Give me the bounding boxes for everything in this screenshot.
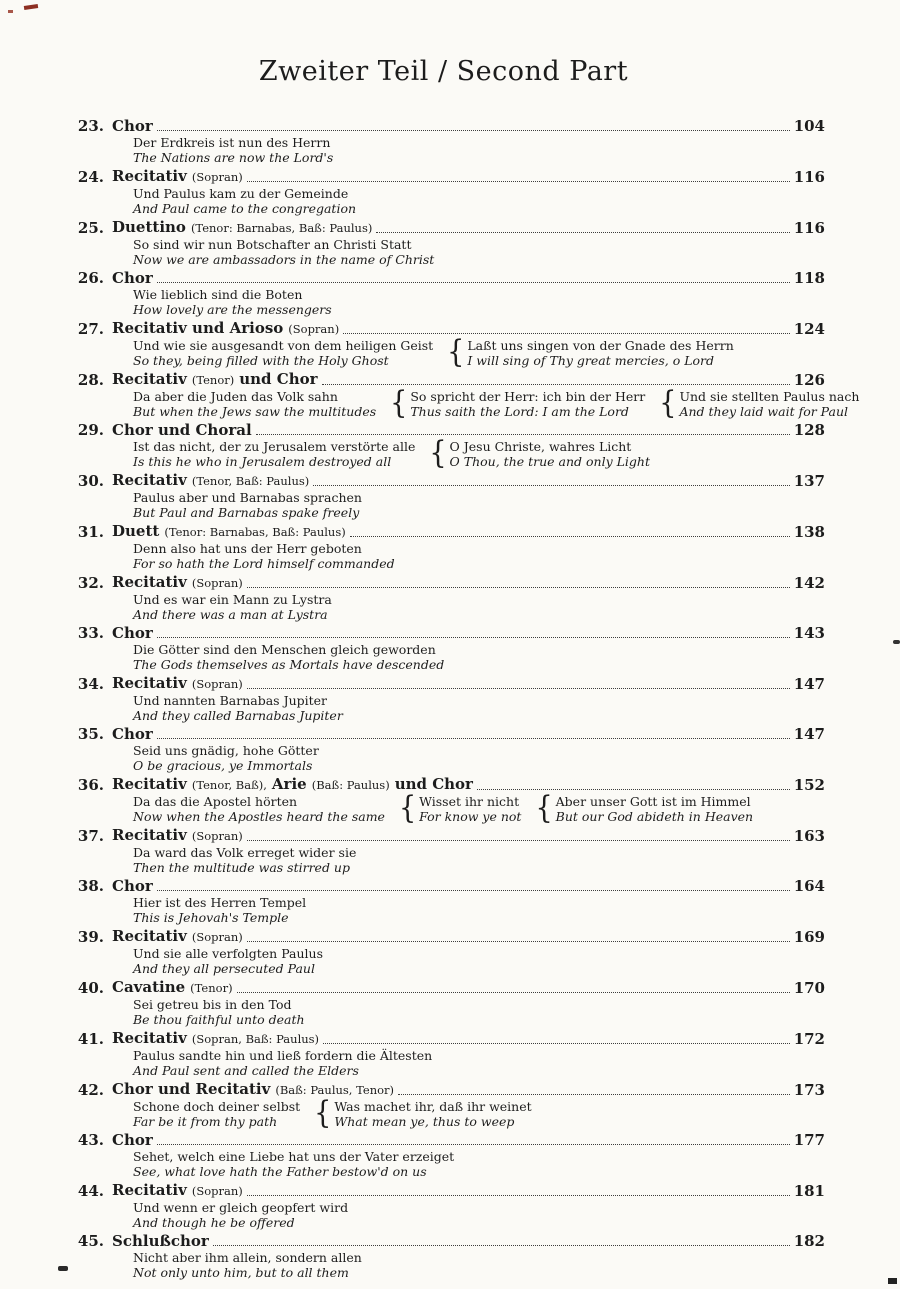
entry-title: Recitativ (Sopran) [112, 573, 243, 591]
entry-title: Recitativ (Sopran) [112, 167, 243, 185]
incipit [133, 136, 333, 165]
incipit-german: Wie lieblich sind die Boten [133, 287, 303, 302]
incipit [133, 491, 362, 520]
incipit-alt [390, 385, 646, 422]
incipit-alt [447, 334, 734, 371]
incipit-german: Die Götter sind den Menschen gleich geworden [133, 642, 436, 657]
dotted-leader [376, 232, 789, 233]
entry-number: 29. [77, 421, 104, 439]
incipit [133, 593, 332, 622]
entry-page: 182 [793, 1232, 825, 1250]
entry-number: 43. [77, 1131, 104, 1149]
incipit-german: Da ward das Volk erreget wider sie [133, 845, 357, 860]
entry-page: 126 [793, 371, 825, 389]
incipit [133, 846, 356, 875]
entry-number: 30. [77, 472, 104, 490]
entry-title: Recitativ (Sopran, Baß: Paulus) [112, 1029, 320, 1047]
incipit-german: So spricht der Herr: ich bin der Herr [410, 389, 646, 404]
scan-artifact [8, 10, 13, 13]
entry-page: 164 [793, 877, 825, 895]
toc-entry [62, 927, 825, 976]
entry-page: 169 [793, 928, 825, 946]
incipit [133, 1251, 362, 1280]
entry-number: 26. [77, 269, 104, 287]
entry-page: 116 [793, 168, 825, 186]
toc-entry [62, 522, 825, 571]
entry-title: Recitativ (Tenor, Baß), Arie (Baß: Paulus) und Chor [112, 775, 473, 793]
incipit-english: Be thou faithful unto death [133, 1011, 305, 1027]
incipit-german: Sehet, welch eine Liebe hat uns der Vater erzeiget [133, 1149, 455, 1164]
incipit-german: Ist das nicht, der zu Jerusalem verstörte alle [133, 439, 416, 454]
toc-entry [62, 319, 825, 371]
incipit-german: Und sie alle verfolgten Paulus [133, 946, 324, 961]
entry-number: 39. [77, 928, 104, 946]
incipit-german: Der Erdkreis ist nun des Herrn [133, 135, 331, 150]
brace-glyph: { [447, 334, 465, 371]
incipit-english: O be gracious, ye Immortals [133, 757, 313, 773]
entry-number: 44. [77, 1182, 104, 1200]
entry-number: 23. [77, 117, 104, 135]
entry-page: 142 [793, 574, 825, 592]
incipit-english: Now we are ambassadors in the name of Christ [133, 251, 435, 267]
toc-entry [62, 421, 825, 472]
dotted-leader [350, 536, 790, 537]
entry-page: 152 [793, 776, 825, 794]
entry-page: 138 [793, 523, 825, 541]
incipit-english: How lovely are the messengers [133, 301, 332, 317]
incipit-german: Denn also hat uns der Herr geboten [133, 541, 362, 556]
entry-number: 38. [77, 877, 104, 895]
incipit [133, 1049, 432, 1078]
toc-entry [62, 826, 825, 875]
entry-title: Recitativ und Arioso (Sopran) [112, 319, 340, 337]
entry-number: 45. [77, 1232, 104, 1250]
scan-artifact [893, 640, 900, 644]
incipit-german: Paulus aber und Barnabas sprachen [133, 490, 362, 505]
incipit-english: Then the multitude was stirred up [133, 859, 350, 875]
dotted-leader [343, 333, 790, 334]
entry-number: 40. [77, 979, 104, 997]
entry-number: 25. [77, 219, 104, 237]
incipit [133, 390, 376, 419]
incipit-alt [535, 790, 754, 827]
entry-title: Recitativ (Sopran) [112, 826, 243, 844]
incipit-english: And Paul came to the congregation [133, 200, 357, 216]
dotted-leader [213, 1245, 790, 1246]
dotted-leader [398, 1094, 790, 1095]
entry-page: 137 [793, 472, 825, 490]
entry-title: Chor und Recitativ (Baß: Paulus, Tenor) [112, 1080, 395, 1098]
incipit-german: Laßt uns singen von der Gnade des Herrn [467, 338, 734, 353]
incipit-alt [659, 385, 860, 422]
entry-number: 33. [77, 624, 104, 642]
incipit-alt [398, 790, 522, 827]
incipit-german: Da das die Apostel hörten [133, 794, 298, 809]
dotted-leader [256, 434, 790, 435]
entry-page: 147 [793, 725, 825, 743]
incipit [133, 1150, 454, 1179]
incipit-english: Not only unto him, but to all them [133, 1264, 349, 1280]
entry-number: 36. [77, 776, 104, 794]
incipit [133, 1201, 348, 1230]
entry-number: 32. [77, 574, 104, 592]
entry-title: Recitativ (Sopran) [112, 927, 243, 945]
brace-glyph: { [429, 435, 447, 472]
incipit-german: O Jesu Christe, wahres Licht [449, 439, 632, 454]
incipit-english: And they all persecuted Paul [133, 960, 315, 976]
incipit [133, 998, 305, 1027]
entry-title: Chor [112, 1131, 153, 1149]
entry-title: Chor [112, 725, 153, 743]
entry-page: 172 [793, 1030, 825, 1048]
incipit-english: For so hath the Lord himself commanded [133, 555, 395, 571]
incipit [133, 643, 444, 672]
toc-entry [62, 674, 825, 723]
toc-entry [62, 269, 825, 317]
brace-glyph: { [314, 1095, 332, 1132]
incipit-german: So sind wir nun Botschafter an Christi Statt [133, 237, 412, 252]
incipit [133, 238, 434, 267]
dotted-leader [157, 890, 790, 891]
entry-title: Recitativ (Tenor) und Chor [112, 370, 318, 388]
incipit-german: Und Paulus kam zu der Gemeinde [133, 186, 349, 201]
incipit-german: Schone doch deiner selbst [133, 1099, 301, 1114]
incipit-english: And though he be offered [133, 1214, 295, 1230]
entry-number: 31. [77, 523, 104, 541]
entry-title: Chor [112, 269, 153, 287]
incipit [133, 542, 395, 571]
entry-page: 104 [793, 117, 825, 135]
incipit-german: Da aber die Juden das Volk sahn [133, 389, 338, 404]
dotted-leader [157, 130, 790, 131]
incipit-german: Und nannten Barnabas Jupiter [133, 693, 328, 708]
incipit-english: What mean ye, thus to weep [334, 1113, 515, 1129]
incipit-english: But when the Jews saw the multitudes [133, 403, 377, 419]
toc-entry [62, 1029, 825, 1078]
dotted-leader [157, 282, 790, 283]
entry-page: 143 [793, 624, 825, 642]
incipit-english: And they called Barnabas Jupiter [133, 707, 343, 723]
entry-page: 128 [793, 421, 825, 439]
incipit-english: The Nations are now the Lord's [133, 149, 334, 165]
incipit [133, 795, 385, 824]
entry-number: 37. [77, 827, 104, 845]
incipit-german: Und sie stellten Paulus nach [679, 389, 860, 404]
dotted-leader [247, 840, 790, 841]
incipit-alt [429, 435, 651, 472]
entry-number: 42. [77, 1081, 104, 1099]
entry-number: 27. [77, 320, 104, 338]
incipit [133, 339, 433, 368]
toc-entry [62, 117, 825, 165]
entry-title: Cavatine (Tenor) [112, 978, 233, 996]
entry-title: Chor [112, 624, 153, 642]
entry-number: 34. [77, 675, 104, 693]
dotted-leader [247, 181, 790, 182]
brace-glyph: { [659, 385, 677, 422]
dotted-leader [247, 587, 790, 588]
incipit-german: Und wie sie ausgesandt von dem heiligen Geist [133, 338, 434, 353]
incipit-english: But our God abideth in Heaven [555, 808, 754, 824]
incipit-english: And there was a man at Lystra [133, 606, 328, 622]
entry-number: 24. [77, 168, 104, 186]
incipit [133, 694, 343, 723]
dotted-leader [157, 738, 790, 739]
incipit-german: Und wenn er gleich geopfert wird [133, 1200, 349, 1215]
incipit-english: See, what love hath the Father bestow'd on us [133, 1163, 427, 1179]
toc-entry [62, 218, 825, 267]
incipit-english: I will sing of Thy great mercies, o Lord [467, 352, 715, 368]
scan-artifact [58, 1266, 68, 1271]
toc-entry [62, 978, 825, 1027]
toc-entry [62, 370, 860, 422]
entry-title: Chor [112, 117, 153, 135]
dotted-leader [477, 789, 790, 790]
dotted-leader [157, 1144, 790, 1145]
incipit-english: And they laid wait for Paul [679, 403, 849, 419]
entry-number: 28. [77, 371, 104, 389]
entry-page: 163 [793, 827, 825, 845]
entry-title: Recitativ (Tenor, Baß: Paulus) [112, 471, 310, 489]
incipit [133, 187, 356, 216]
toc-entry [62, 1080, 825, 1132]
incipit-english: And Paul sent and called the Elders [133, 1062, 359, 1078]
entry-title: Chor und Choral [112, 421, 252, 439]
scan-artifact [888, 1278, 897, 1284]
toc-entry [62, 1181, 825, 1230]
entry-page: 118 [793, 269, 825, 287]
incipit-german: Was machet ihr, daß ihr weinet [334, 1099, 532, 1114]
incipit-german: Nicht aber ihm allein, sondern allen [133, 1250, 362, 1265]
incipit [133, 1100, 300, 1129]
incipit-english: Far be it from thy path [133, 1113, 278, 1129]
dotted-leader [247, 1195, 790, 1196]
incipit-english: Now when the Apostles heard the same [133, 808, 385, 824]
toc-entry [62, 624, 825, 672]
incipit-german: Aber unser Gott ist im Himmel [555, 794, 751, 809]
toc-entry [62, 1232, 825, 1280]
dotted-leader [323, 1043, 790, 1044]
incipit-german: Seid uns gnädig, hohe Götter [133, 743, 319, 758]
toc-entry [62, 877, 825, 925]
dotted-leader [313, 485, 789, 486]
incipit-english: For know ye not [419, 808, 522, 824]
entry-page: 124 [793, 320, 825, 338]
incipit [133, 947, 323, 976]
entry-page: 177 [793, 1131, 825, 1149]
entry-number: 35. [77, 725, 104, 743]
toc-entry [62, 573, 825, 622]
entry-page: 181 [793, 1182, 825, 1200]
dotted-leader [247, 941, 790, 942]
incipit-german: Wisset ihr nicht [419, 794, 520, 809]
incipit-german: Paulus sandte hin und ließ fordern die Ältesten [133, 1048, 433, 1063]
entry-title: Duettino (Tenor: Barnabas, Baß: Paulus) [112, 218, 373, 236]
entry-page: 170 [793, 979, 825, 997]
entry-title: Chor [112, 877, 153, 895]
incipit [133, 288, 332, 317]
incipit-english: O Thou, the true and only Light [449, 453, 651, 469]
dotted-leader [247, 688, 790, 689]
toc-entry [62, 471, 825, 520]
toc-entry [62, 775, 825, 827]
entry-page: 147 [793, 675, 825, 693]
brace-glyph: { [535, 790, 553, 827]
incipit-german: Und es war ein Mann zu Lystra [133, 592, 332, 607]
incipit-english: So they, being filled with the Holy Ghost [133, 352, 389, 368]
entry-title: Recitativ (Sopran) [112, 674, 243, 692]
incipit-english: Is this he who in Jerusalem destroyed all [133, 453, 392, 469]
entry-number: 41. [77, 1030, 104, 1048]
entry-title: Schlußchor [112, 1232, 209, 1250]
incipit-english: Thus saith the Lord: I am the Lord [410, 403, 629, 419]
toc-entry [62, 167, 825, 216]
toc-entry [62, 725, 825, 773]
dotted-leader [237, 992, 790, 993]
incipit-english: But Paul and Barnabas spake freely [133, 504, 360, 520]
brace-glyph: { [390, 385, 408, 422]
entry-page: 173 [793, 1081, 825, 1099]
entry-title: Duett (Tenor: Barnabas, Baß: Paulus) [112, 522, 346, 540]
incipit-english: The Gods themselves as Mortals have descended [133, 656, 445, 672]
page-title: Zweiter Teil / Second Part [258, 56, 629, 87]
entry-page: 116 [793, 219, 825, 237]
entry-title: Recitativ (Sopran) [112, 1181, 243, 1199]
incipit-german: Sei getreu bis in den Tod [133, 997, 292, 1012]
incipit-german: Hier ist des Herren Tempel [133, 895, 307, 910]
incipit-alt [314, 1095, 532, 1132]
incipit [133, 896, 306, 925]
incipit [133, 744, 319, 773]
incipit-english: This is Jehovah's Temple [133, 909, 289, 925]
brace-glyph: { [398, 790, 417, 827]
dotted-leader [157, 637, 790, 638]
toc-entry [62, 1131, 825, 1179]
incipit [133, 440, 415, 469]
